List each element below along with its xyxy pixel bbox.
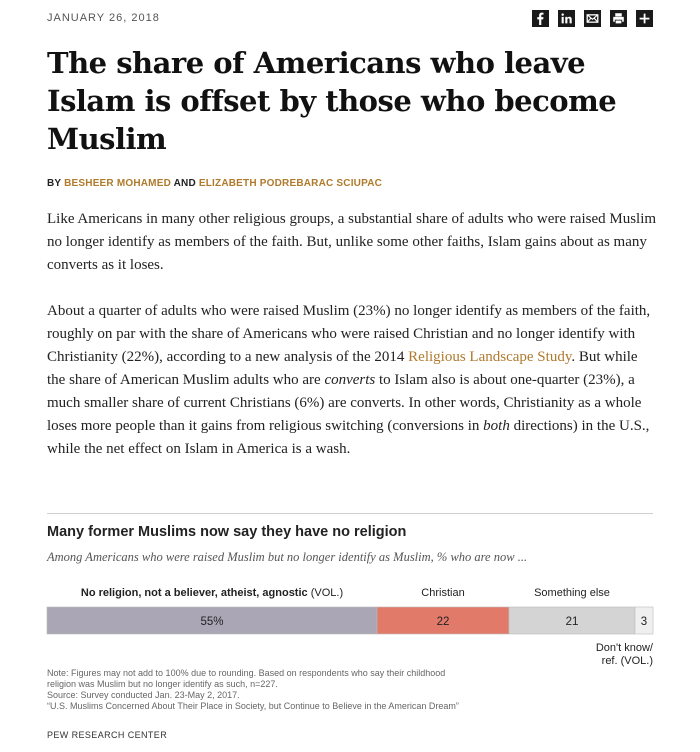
share-toolbar: [532, 10, 653, 27]
article-paragraph-1: Like Americans in many other religious groups, a substantial share of adults who were raised Muslim no longer identify as members of the faith. But, unlike some other faiths, Islam gains about as many converts as it loses.: [47, 211, 657, 273]
publish-date: JANUARY 26, 2018: [47, 12, 160, 24]
author-link-1[interactable]: BESHEER MOHAMED: [64, 178, 172, 189]
paragraph-2-text-4: directions) in the U.S., while the net effect on Islam in America is a wash.: [47, 418, 650, 457]
article-paragraph-2: [47, 300, 659, 461]
note-line-2: religion was Muslim but no longer identify as such, n=227.: [47, 679, 278, 689]
byline-conjunction: AND: [173, 178, 196, 189]
chart-subtitle: Among Americans who were raised Muslim but no longer identify as Muslim, % who are now ...: [47, 550, 528, 564]
stacked-bar-chart: [0, 580, 700, 668]
email-icon[interactable]: [584, 10, 601, 27]
pew-research-center-credit: PEW RESEARCH CENTER: [47, 730, 168, 740]
bar-category-label-1: Christian: [421, 587, 465, 599]
chart-divider: [47, 513, 653, 514]
paragraph-2-text-1: About a quarter of adults who were raised Muslim (23%) no longer identify as members of the faith, roughly on par with the share of Americans who were raised Christian and no longer identify with Christianity (22%), according to a new analysis of the 2014: [47, 303, 651, 365]
bar-category-label-3: Don't know/ ref. (VOL.): [595, 642, 653, 667]
author-link-2[interactable]: ELIZABETH PODREBARAC SCIUPAC: [198, 178, 383, 189]
bar-value-label-1: 22: [436, 616, 450, 628]
byline-prefix: BY: [47, 178, 62, 189]
article-header-bar: [47, 12, 653, 28]
note-line-1: Note: Figures may not add to 100% due to rounding. Based on respondents who say their childhood: [47, 668, 446, 678]
bar-value-label-2: 21: [565, 616, 579, 628]
emphasis-converts: converts: [324, 372, 376, 388]
paragraph-2-text-2: . But while the share of American Muslim adults who are: [47, 349, 638, 388]
more-icon[interactable]: [636, 10, 653, 27]
source-line: Source: Survey conducted Jan. 23-May 2, 2017.: [47, 690, 240, 700]
article-title: The share of Americans who leave Islam is offset by those who become Muslim: [47, 46, 617, 156]
chart-title: Many former Muslims now say they have no religion: [47, 524, 407, 540]
bar-category-label-2: Something else: [534, 587, 610, 599]
paragraph-2-text-3: to Islam also is about one-quarter (23%), a much smaller share of current Christians (6%) are converts. In other words, Christianity as a whole loses more people than it gains from religious switching (conversions in: [47, 372, 642, 434]
linkedin-icon[interactable]: [558, 10, 575, 27]
facebook-icon[interactable]: [532, 10, 549, 27]
byline: [47, 178, 382, 189]
bar-category-label-0: No religion, not a believer, atheist, agnostic (VOL.): [80, 587, 344, 599]
bar-value-label-3: 3: [640, 616, 648, 628]
print-icon[interactable]: [610, 10, 627, 27]
chart-notes: [47, 668, 547, 712]
religious-landscape-study-link[interactable]: Religious Landscape Study: [408, 349, 572, 365]
report-title-line: “U.S. Muslims Concerned About Their Place in Society, but Continue to Believe in the American Dream”: [47, 701, 459, 711]
emphasis-both: both: [483, 418, 510, 434]
bar-value-label-0: 55%: [200, 616, 224, 628]
